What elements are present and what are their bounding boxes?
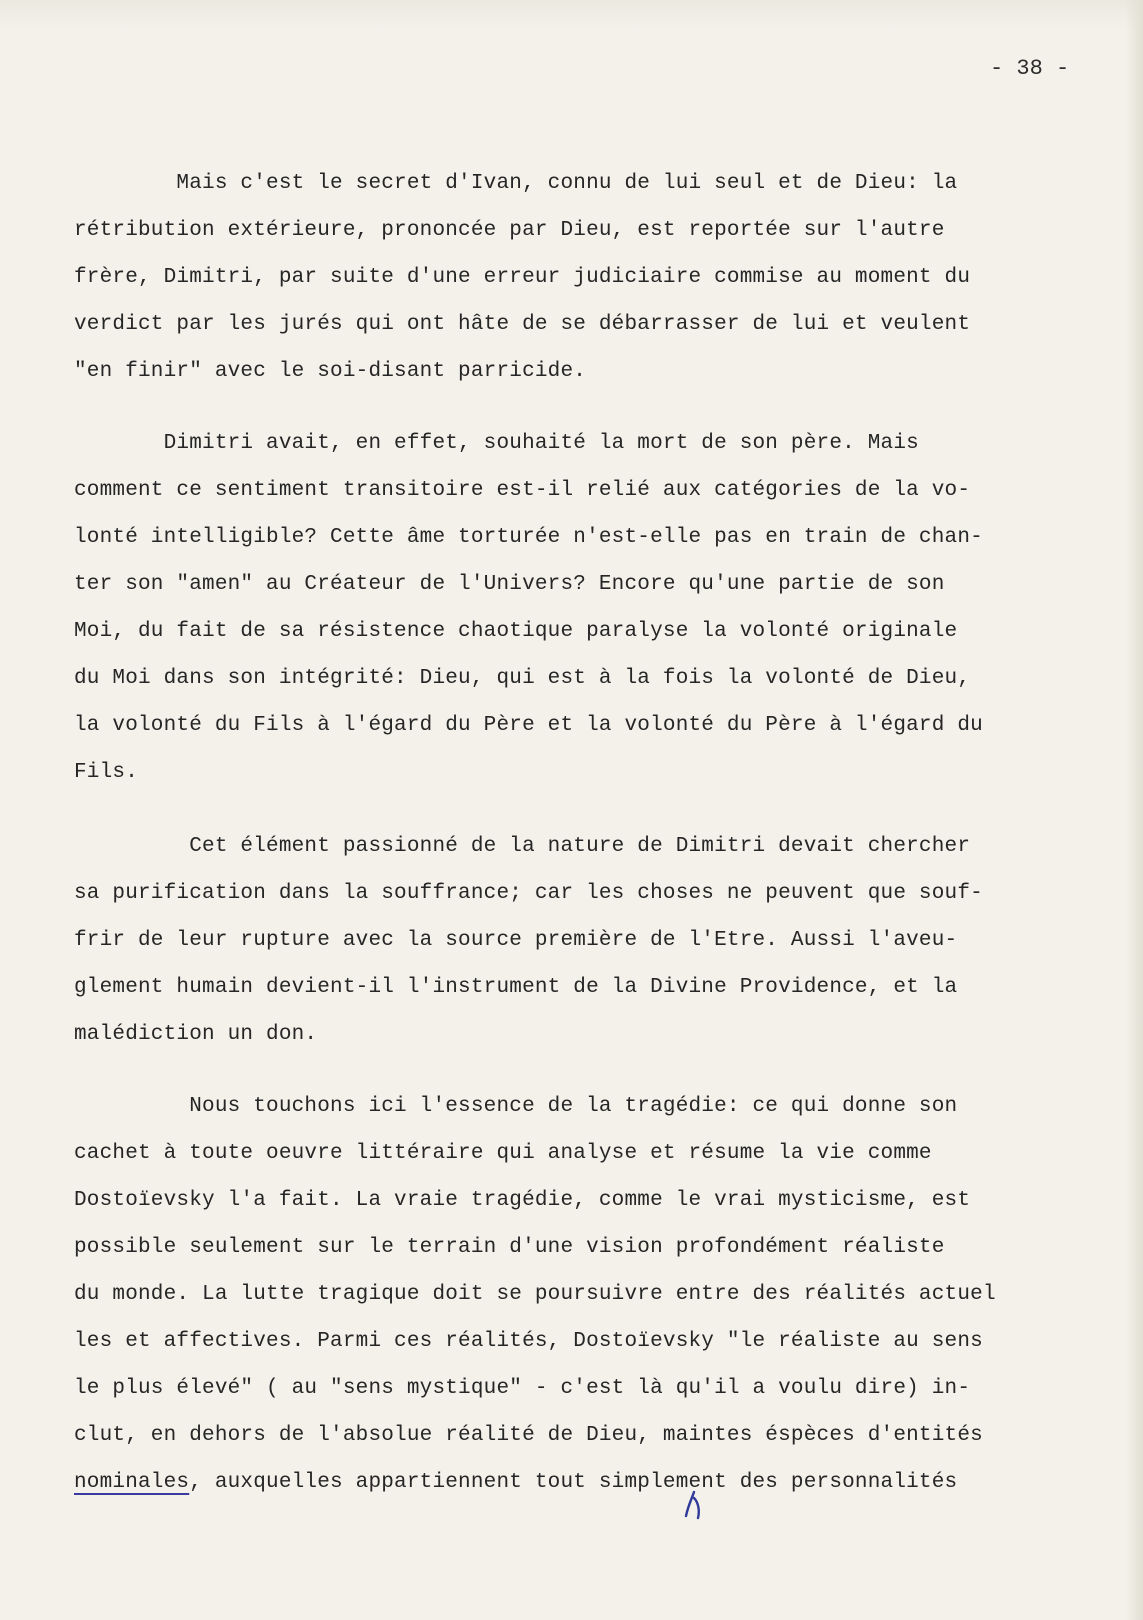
underlined-word: nominales [74,1471,190,1494]
text-line-rest: , auxquelles appartiennent tout simplement des personnalités [189,1471,958,1494]
text-line: le plus élevé" ( au "sens mystique" - c'est là qu'il a voulu dire) in- [74,1377,971,1400]
typed-body-text [74,160,1114,1506]
text-line: les et affectives. Parmi ces réalités, Dostoïevsky "le réaliste au sens [74,1330,983,1353]
paragraph-ivan-secret [74,160,1114,395]
paragraph-dimitri-wish [74,420,1114,796]
page-edge-shadow-right [1125,0,1143,1620]
text-line: possible seulement sur le terrain d'une vision profondément réaliste [74,1236,945,1259]
text-line: frir de leur rupture avec la source première de l'Etre. Aussi l'aveu- [74,929,958,952]
handwritten-correction-mark [680,1488,708,1522]
text-line: du monde. La lutte tragique doit se poursuivre entre des réalités actuel [74,1283,996,1306]
text-line: Fils. [74,761,139,784]
text-line: Cet élément passionné de la nature de Dimitri devait chercher [74,835,971,858]
paragraph-gap [74,395,1114,420]
text-line: "en finir" avec le soi-disant parricide. [74,360,587,383]
text-line: verdict par les jurés qui ont hâte de se débarrasser de lui et veulent [74,313,971,336]
paragraph-tragedy [74,1083,1114,1506]
text-line: comment ce sentiment transitoire est-il relié aux catégories de la vo- [74,479,971,502]
text-line: malédiction un don. [74,1023,318,1046]
text-line: Dostoïevsky l'a fait. La vraie tragédie, comme le vrai mysticisme, est [74,1189,971,1212]
text-line: Mais c'est le secret d'Ivan, connu de lui seul et de Dieu: la [74,172,958,195]
text-line: Nous touchons ici l'essence de la tragédie: ce qui donne son [74,1095,958,1118]
paragraph-gap [74,796,1114,823]
text-line: ter son "amen" au Créateur de l'Univers? Encore qu'une partie de son [74,573,945,596]
page-edge-shadow-top [0,0,1143,30]
text-line: glement humain devient-il l'instrument de la Divine Providence, et la [74,976,958,999]
text-line: Moi, du fait de sa résistence chaotique paralyse la volonté originale [74,620,958,643]
text-line: rétribution extérieure, prononcée par Dieu, est reportée sur l'autre [74,219,945,242]
text-line: Dimitri avait, en effet, souhaité la mort de son père. Mais [74,432,919,455]
text-line: lonté intelligible? Cette âme torturée n'est-elle pas en train de chan- [74,526,983,549]
paragraph-purification [74,823,1114,1058]
text-line: frère, Dimitri, par suite d'une erreur judiciaire commise au moment du [74,266,971,289]
text-line: la volonté du Fils à l'égard du Père et la volonté du Père à l'égard du [74,714,983,737]
text-line: du Moi dans son intégrité: Dieu, qui est à la fois la volonté de Dieu, [74,667,971,690]
page-number: - 38 - [990,56,1070,81]
text-line: clut, en dehors de l'absolue réalité de Dieu, maintes éspèces d'entités [74,1424,983,1447]
text-line: sa purification dans la souffrance; car les choses ne peuvent que souf- [74,882,983,905]
text-line-final [74,1459,1114,1506]
paragraph-gap [74,1058,1114,1083]
text-line: cachet à toute oeuvre littéraire qui analyse et résume la vie comme [74,1142,932,1165]
